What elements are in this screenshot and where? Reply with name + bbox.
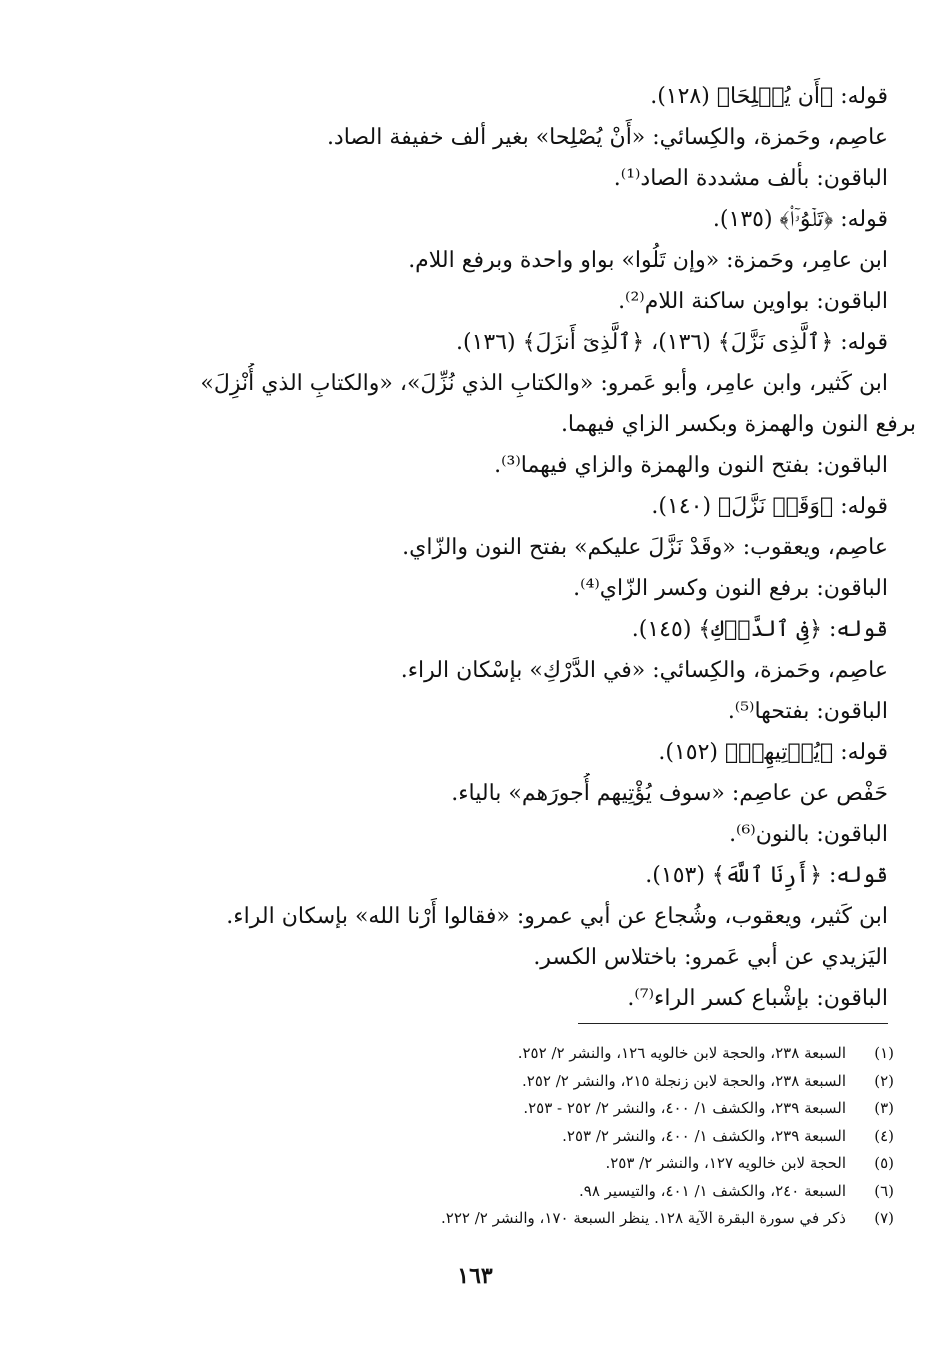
text-line: قوله: ﴿تَلۡوُۥٓا۟﴾ (١٣٥).	[712, 207, 888, 232]
text-line: عاصِم، وحَمزة، والكِسائي: «أَنْ يُصْلِحا» بغير ألف خفيفة الصاد.	[326, 125, 888, 150]
footnote-separator	[578, 1023, 888, 1024]
footnote	[194, 1095, 894, 1123]
text-line: ابن عامِر، وحَمزة: «وإن تَلُوا» بواو واحدة وبرفع اللام.	[408, 248, 888, 273]
text-line: عاصِم، ويعقوب: «وقَدْ نَزَّلَ عليكم» بفتح النون والزّاي.	[402, 535, 888, 560]
text-line: حَفْص عن عاصِم: «سوف يُؤْتِيهم أُجورَهم» بالياء.	[451, 781, 888, 806]
footnote-number: (٧)	[874, 1209, 894, 1227]
text-line: الباقون: بالنون⁽⁶⁾.	[729, 822, 888, 847]
text-line: قوله: ﴿وَقَدۡ نَزَّلَ﴾ (١٤٠).	[651, 494, 888, 519]
footnotes	[194, 1040, 894, 1233]
footnote	[194, 1178, 894, 1206]
footnote	[194, 1205, 894, 1233]
footnote	[194, 1040, 894, 1068]
text-line: عاصِم، وحَمزة، والكِسائي: «في الدَّرْكِ» بإسْكان الراء.	[400, 658, 888, 683]
text-line: برفع النون والهمزة وبكسر الزاي فيهما.	[560, 412, 916, 437]
footnote	[194, 1123, 894, 1151]
text-line: قوله: ﴿أَن يُصۡلِحَا﴾ (١٢٨).	[650, 84, 888, 109]
page-number: ١٦٣	[457, 1263, 493, 1289]
text-line: ابن كَثير، ويعقوب، وشُجاع عن أبي عمرو: «فقالوا أَرْنا الله» بإسكان الراء.	[226, 904, 888, 929]
footnote	[194, 1150, 894, 1178]
text-line: الباقون: بفتحها⁽⁵⁾.	[727, 699, 888, 724]
footnote-number: (٤)	[874, 1126, 894, 1145]
text-line: قوله: ﴿ٱلَّذِى نَزَّلَ﴾ (١٣٦)، ﴿ٱلَّذِىٓ أَنزَلَ﴾ (١٣٦).	[456, 330, 888, 355]
text-line: قوله: ﴿يُؤۡتِيهِمۡ﴾ (١٥٢).	[658, 740, 888, 765]
footnote	[194, 1068, 894, 1096]
footnote-text: السبعة ٢٣٨، والحجة لابن خالويه ١٢٦، والنشر ٢/ ٢٥٢.	[517, 1044, 846, 1062]
footnote-number: (٢)	[874, 1071, 894, 1090]
footnote-number: (٥)	[874, 1154, 894, 1172]
footnote-text: السبعة ٢٣٩، والكشف ١/ ٤٠٠، والنشر ٢/ ٢٥٣.	[562, 1126, 846, 1145]
footnote-text: ذكر في سورة البقرة الآية ١٢٨. ينظر السبعة ١٧٠، والنشر ٢/ ٢٢٢.	[441, 1209, 846, 1227]
footnote-number: (٣)	[874, 1099, 894, 1117]
footnote-number: (٦)	[874, 1181, 894, 1200]
text-line: الباقون: بواوين ساكنة اللام⁽²⁾.	[618, 289, 888, 314]
text-line: اليَزيدي عن أبي عَمرو: باختلاس الكسر.	[533, 945, 888, 970]
text-line: الباقون: بإشْباع كسر الراء⁽⁷⁾.	[627, 986, 888, 1011]
footnote-text: السبعة ٢٣٨، والحجة لابن زنجلة ٢١٥، والنشر ٢/ ٢٥٢.	[522, 1071, 846, 1090]
text-line: الباقون: بألف مشددة الصاد⁽¹⁾.	[613, 166, 888, 191]
footnote-text: السبعة ٢٤٠، والكشف ١/ ٤٠١، والتيسير ٩٨.	[578, 1181, 846, 1200]
footnote-text: الحجة لابن خالويه ١٢٧، والنشر ٢/ ٢٥٣.	[605, 1154, 846, 1172]
text-line: قوله: ﴿فِى ٱلدَّرۡكِ﴾ (١٤٥).	[631, 617, 888, 642]
footnote-text: السبعة ٢٣٩، والكشف ١/ ٤٠٠، والنشر ٢/ ٢٥٢ - ٢٥٣.	[523, 1099, 846, 1117]
text-line: الباقون: بفتح النون والهمزة والزاي فيهما⁽³⁾.	[494, 453, 888, 478]
text-line: ابن كَثير، وابن عامِر، وأبو عَمرو: «والكتابِ الذي نُزِّلَ»، «والكتابِ الذي أُنْزِلَ»	[200, 371, 888, 396]
footnote-number: (١)	[874, 1044, 894, 1062]
text-line: الباقون: برفع النون وكسر الزّاي⁽⁴⁾.	[573, 576, 888, 601]
text-line: قوله: ﴿أَرِنَا ٱللَّهَ﴾ (١٥٣).	[645, 863, 888, 888]
main-text	[128, 76, 916, 1019]
